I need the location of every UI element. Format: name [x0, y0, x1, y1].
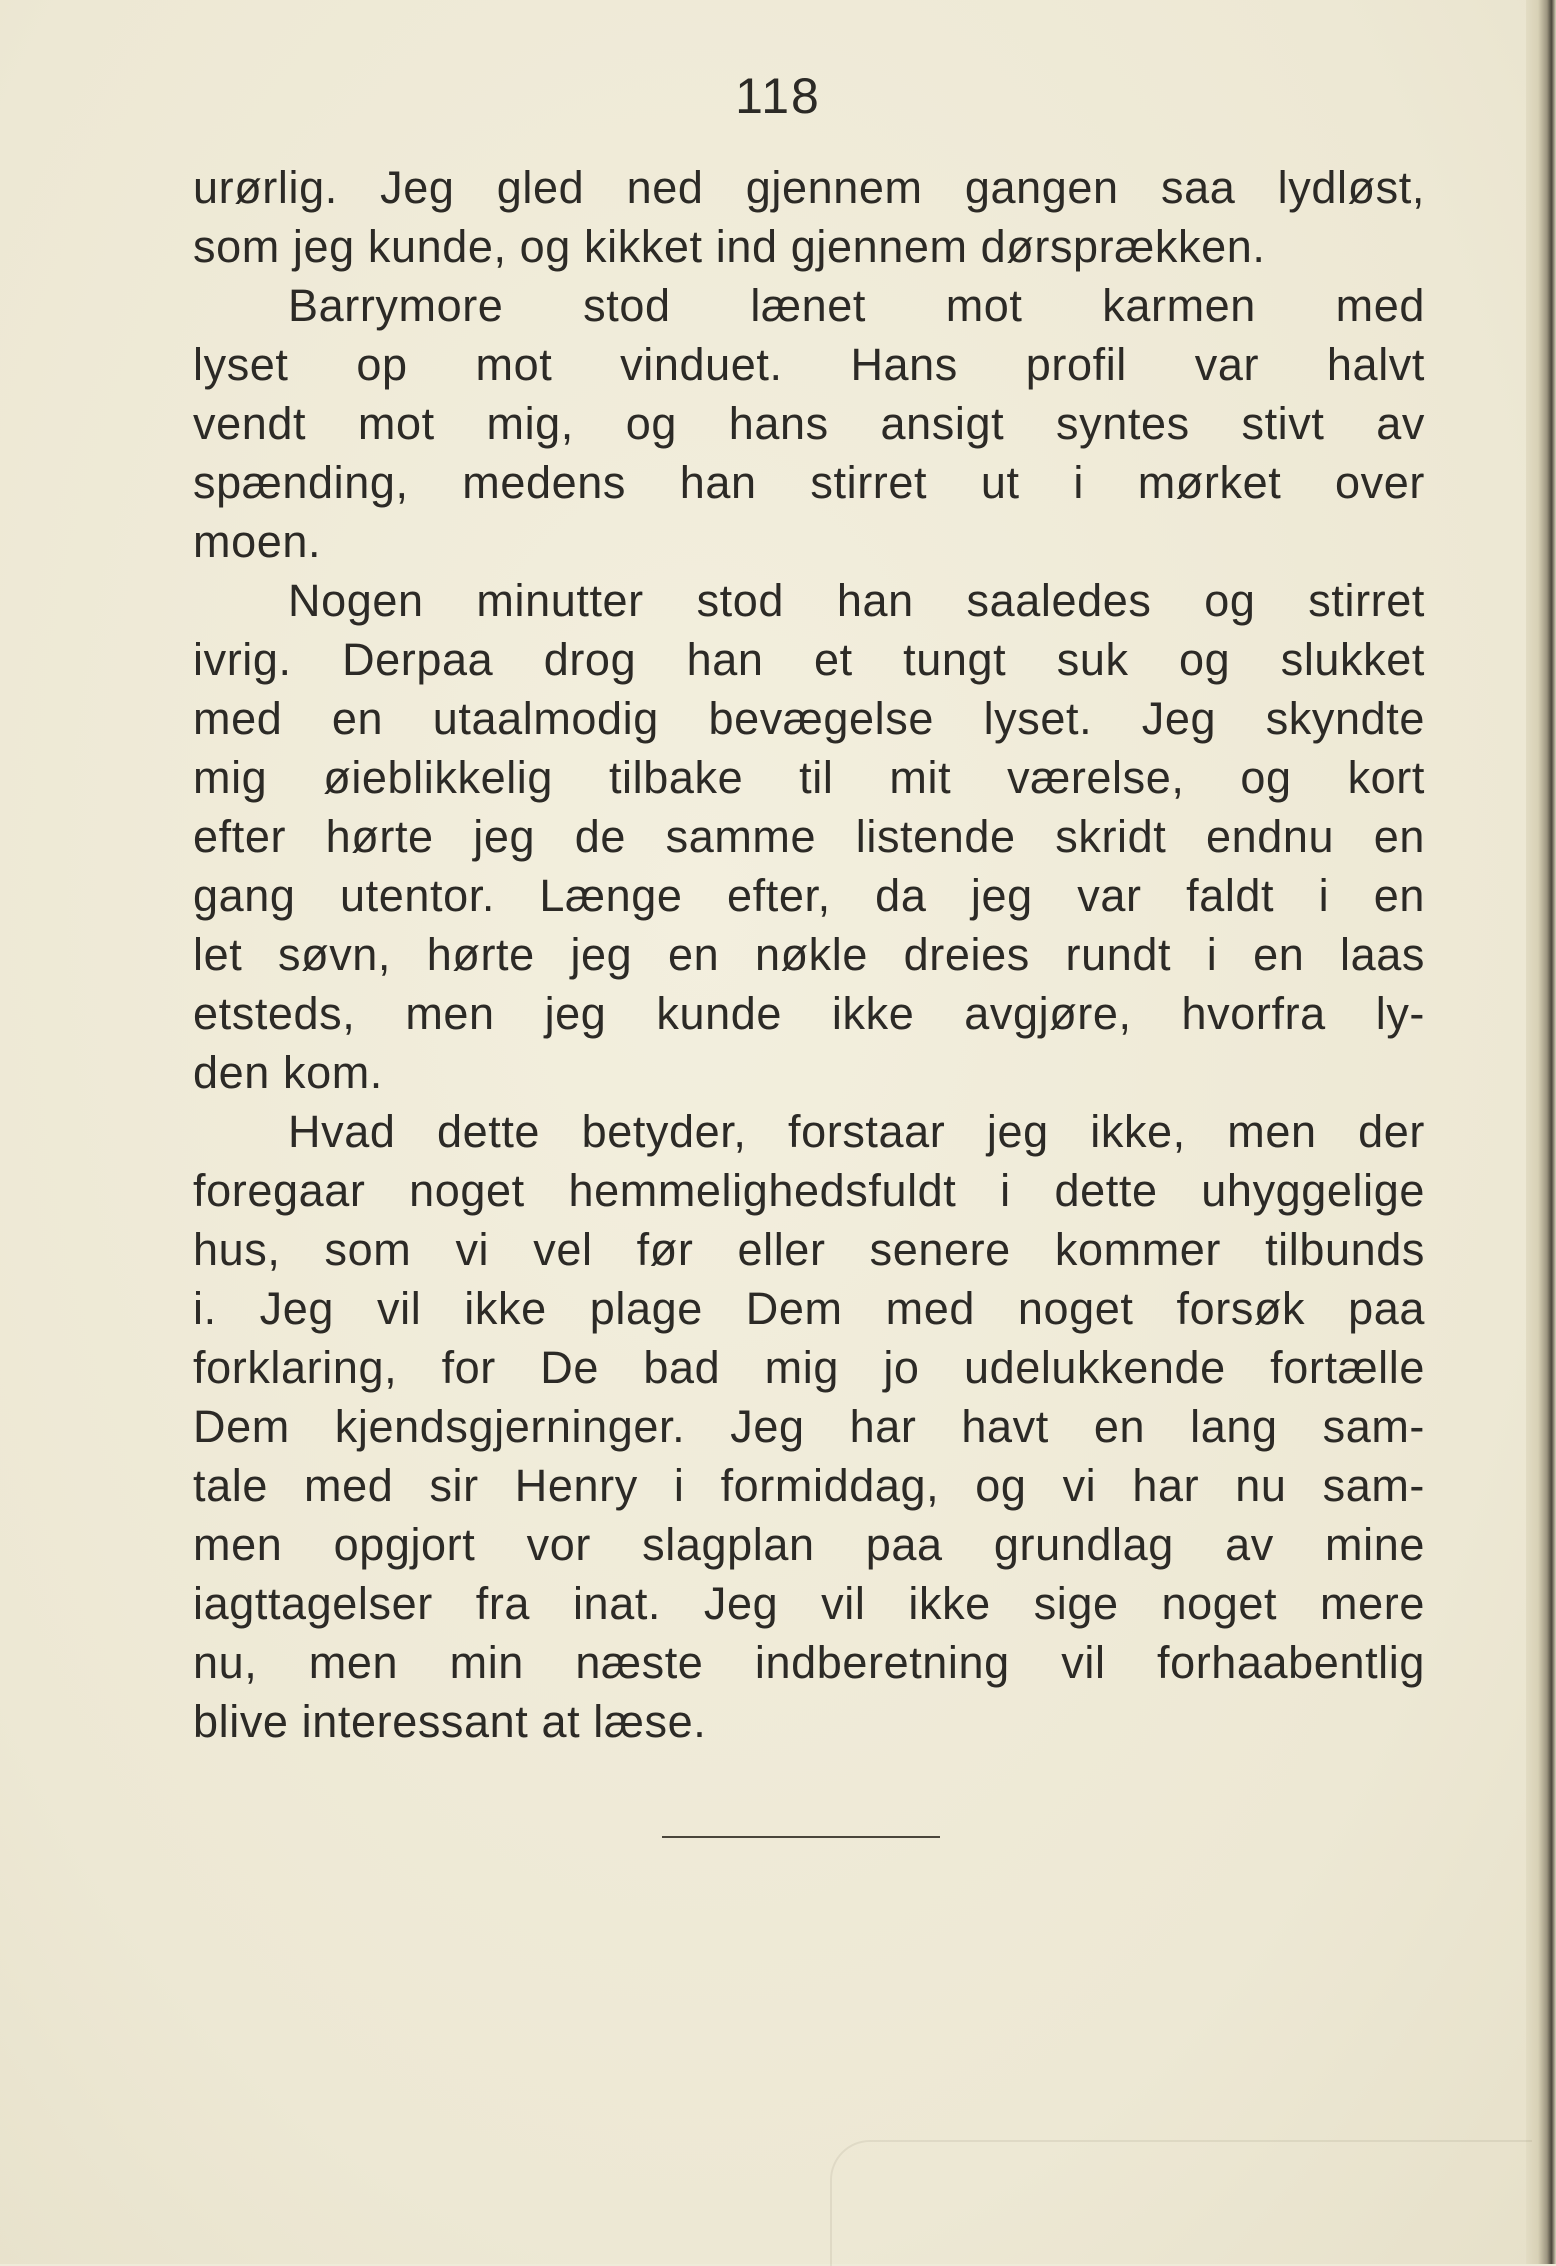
text-line: ivrig. Derpaa drog han et tungt suk og slukket: [193, 634, 1425, 685]
text-line: nu, men min næste indberetning vil forhaabentlig: [193, 1637, 1425, 1688]
text-line: Barrymore stod lænet mot karmen med: [288, 280, 1425, 331]
text-line: let søvn, hørte jeg en nøkle dreies rundt i en laas: [193, 929, 1425, 980]
page-number: 118: [735, 68, 821, 124]
text-line: tale med sir Henry i formiddag, og vi har nu sam-: [193, 1460, 1425, 1511]
text-line: vendt mot mig, og hans ansigt syntes stivt av: [193, 398, 1425, 449]
text-line: spænding, medens han stirret ut i mørket over: [193, 457, 1425, 508]
text-line: med en utaalmodig bevægelse lyset. Jeg skyndte: [193, 693, 1425, 744]
text-line: efter hørte jeg de samme listende skridt endnu en: [193, 811, 1425, 862]
text-line: gang utentor. Længe efter, da jeg var faldt i en: [193, 870, 1425, 921]
text-line: lyset op mot vinduet. Hans profil var halvt: [193, 339, 1425, 390]
text-line: den kom.: [193, 1047, 383, 1098]
text-line: blive interessant at læse.: [193, 1696, 707, 1747]
text-line: urørlig. Jeg gled ned gjennem gangen saa lydløst,: [193, 162, 1425, 213]
text-line: som jeg kunde, og kikket ind gjennem dørsprækken.: [193, 221, 1266, 272]
text-line: forklaring, for De bad mig jo udelukkende fortælle: [193, 1342, 1425, 1393]
section-end-rule: [662, 1836, 940, 1838]
text-line: men opgjort vor slagplan paa grundlag av mine: [193, 1519, 1425, 1570]
page-edge: [1526, 0, 1556, 2264]
text-line: mig øieblikkelig tilbake til mit værelse, og kort: [193, 752, 1425, 803]
text-line: i. Jeg vil ikke plage Dem med noget forsøk paa: [193, 1283, 1425, 1334]
text-line: iagttagelser fra inat. Jeg vil ikke sige noget mere: [193, 1578, 1425, 1629]
text-line: foregaar noget hemmelighedsfuldt i dette uhyggelige: [193, 1165, 1425, 1216]
text-line: etsteds, men jeg kunde ikke avgjøre, hvorfra ly-: [193, 988, 1425, 1039]
text-line: Hvad dette betyder, forstaar jeg ikke, men der: [288, 1106, 1425, 1157]
text-line: moen.: [193, 516, 322, 567]
text-line: hus, som vi vel før eller senere kommer tilbunds: [193, 1224, 1425, 1275]
text-line: Nogen minutter stod han saaledes og stirret: [288, 575, 1425, 626]
text-line: Dem kjendsgjerninger. Jeg har havt en lang sam-: [193, 1401, 1425, 1452]
body-text: [193, 158, 1425, 1751]
paper-crease: [830, 2140, 1532, 2266]
